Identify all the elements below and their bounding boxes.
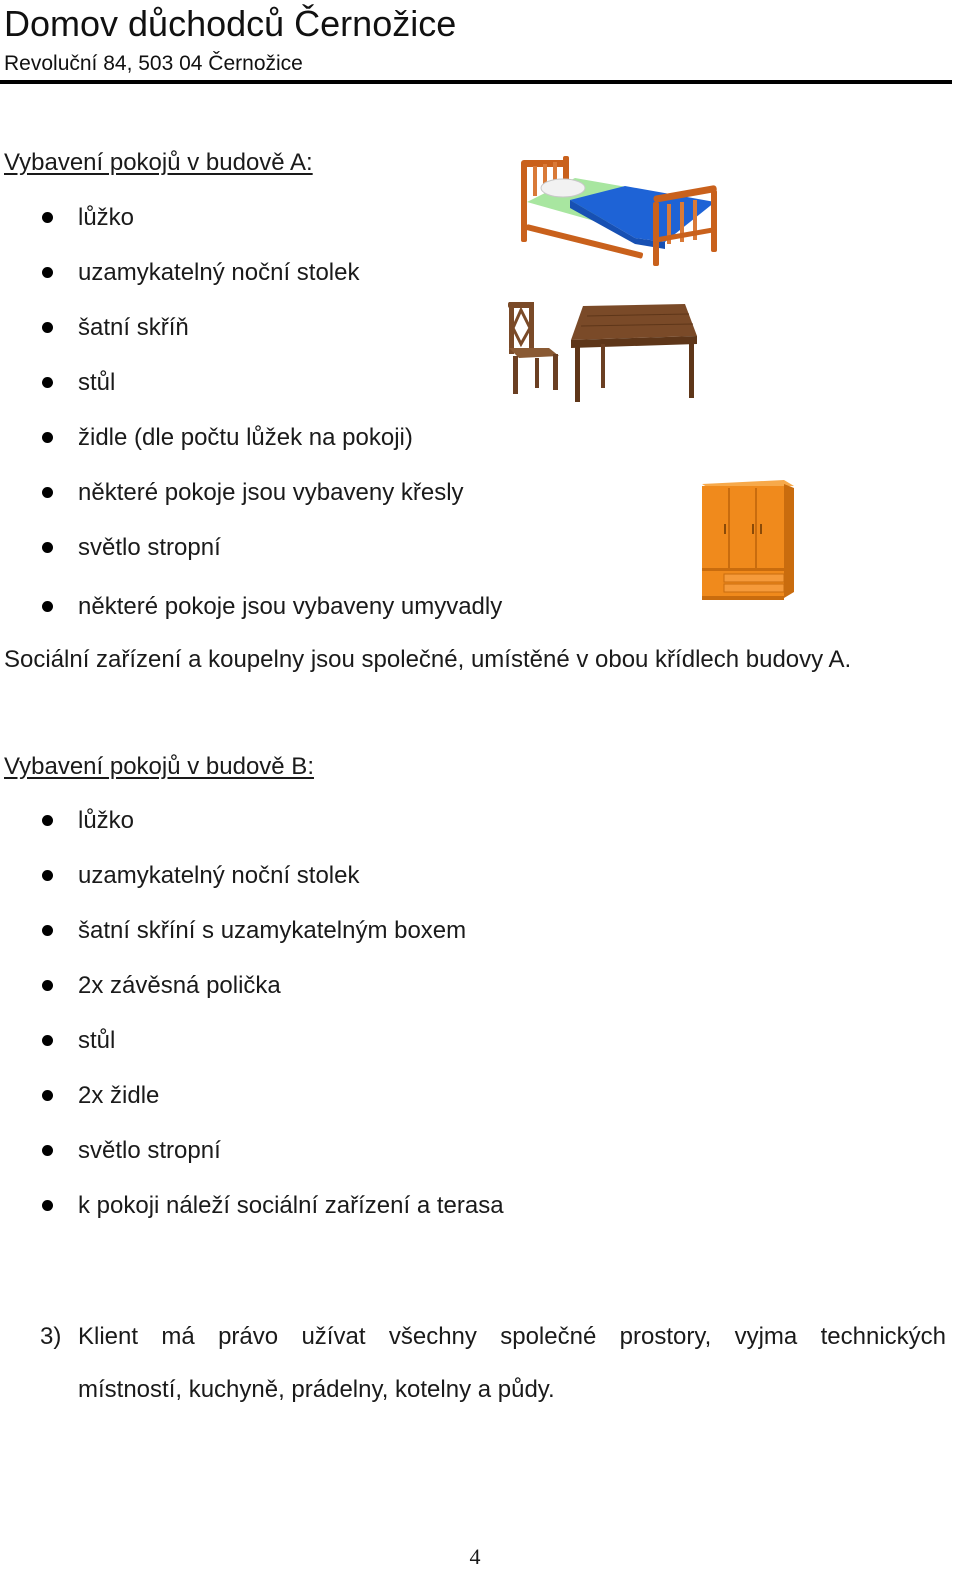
bullet-icon <box>42 432 53 443</box>
bullet-icon <box>42 267 53 278</box>
bullet-icon <box>42 322 53 333</box>
header-address: Revoluční 84, 503 04 Černožice <box>4 52 303 75</box>
bullet-icon <box>42 980 53 991</box>
bullet-icon <box>42 870 53 881</box>
bed-icon <box>515 150 725 270</box>
bullet-icon <box>42 1200 53 1211</box>
bullet-icon <box>42 925 53 936</box>
bullet-icon <box>42 542 53 553</box>
bullet-icon <box>42 1145 53 1156</box>
header-divider <box>0 80 952 84</box>
bullet-icon <box>42 1035 53 1046</box>
wardrobe-icon <box>700 480 796 604</box>
bullet-icon <box>42 377 53 388</box>
bullet-icon <box>42 815 53 826</box>
section-heading-building-a: Vybavení pokojů v budově A: <box>4 149 313 176</box>
page-title: Domov důchodců Černožice <box>4 3 457 44</box>
section-heading-building-b: Vybavení pokojů v budově B: <box>4 753 314 780</box>
bullet-icon <box>42 601 53 612</box>
bullet-icon <box>42 212 53 223</box>
bullet-icon <box>42 487 53 498</box>
building-a-note: Sociální zařízení a koupelny jsou společné, umístěné v obou křídlech budovy A. <box>4 646 852 673</box>
clause-text-line-2: místností, kuchyně, prádelny, kotelny a půdy. <box>78 1376 555 1403</box>
clause-number: 3) <box>40 1323 62 1350</box>
table-and-chair-icon <box>505 298 700 404</box>
bullet-icon <box>42 1090 53 1101</box>
page-number: 4 <box>469 1544 481 1569</box>
clause-text-line-1: Klient má právo užívat všechny společné prostory, vyjma technických <box>78 1323 946 1350</box>
